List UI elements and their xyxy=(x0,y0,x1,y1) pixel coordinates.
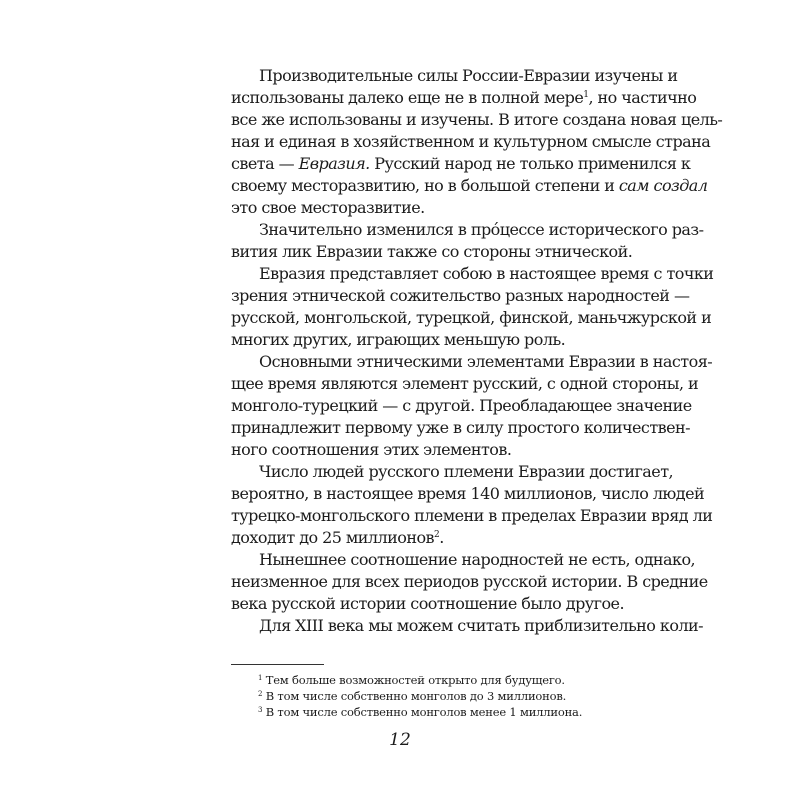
text-line: щее время являются элемент русский, с одной стороны, и xyxy=(231,374,699,393)
text-line: принадлежит первому уже в силу простого количествен- xyxy=(231,418,690,437)
footnote-mark: 1 xyxy=(258,674,263,682)
text-line: своему месторазвитию, но в большой степени и сам создал xyxy=(231,176,708,195)
text-line: Число людей русского племени Евразии достигает, xyxy=(259,462,674,481)
text-line: Для XIII века мы можем считать приблизительно коли- xyxy=(259,616,704,635)
footnote-mark: 2 xyxy=(258,690,263,698)
footnote: $^1$ Тем больше возможностей открыто для будущего. xyxy=(258,673,565,687)
text-line: ного соотношения этих элементов. xyxy=(231,440,512,459)
footnote-ref: 1 xyxy=(583,90,589,100)
text-line: Нынешнее соотношение народностей не есть, однако, xyxy=(259,550,696,569)
text-line: света — Евразия. Русский народ не только применился к xyxy=(231,154,691,173)
text-line: Производительные силы России-Евразии изучены и xyxy=(259,66,678,85)
text-line: века русской истории соотношение было другое. xyxy=(231,594,625,613)
footnote: $^2$ В том числе собственно монголов до 3 миллионов. xyxy=(258,689,567,703)
text-line: Евразия представляет собою в настоящее время с точки xyxy=(259,264,714,283)
text-line: турецко-монгольского племени в пределах Евразии вряд ли xyxy=(231,506,713,525)
emphasis: сам создал xyxy=(618,176,708,195)
text-line: зрения этнической сожительство разных народностей — xyxy=(231,286,690,305)
footnote-mark: 3 xyxy=(258,706,263,714)
emphasis: Евразия. xyxy=(298,154,370,173)
text-line: неизменное для всех периодов русской истории. В средние xyxy=(231,572,708,591)
text-line: вероятно, в настоящее время 140 миллионов, число людей xyxy=(231,484,705,503)
text-line: монголо-турецкий — с другой. Преобладающее значение xyxy=(231,396,692,415)
text-line: вития лик Евразии также со стороны этнической. xyxy=(231,242,633,261)
text-line: это свое месторазвитие. xyxy=(231,198,425,217)
text-line: использованы далеко еще не в полной мере$^1$, но частично xyxy=(231,88,697,107)
text-line: доходит до 25 миллионов$^2$. xyxy=(231,528,444,547)
text-line: Значительно изменился в прóцессе исторического раз- xyxy=(259,220,704,239)
text-line: многих других, играющих меньшую роль. xyxy=(231,330,566,349)
page-number: 12 xyxy=(389,730,411,750)
text-line: все же использованы и изучены. В итоге создана новая цель- xyxy=(231,110,723,129)
footnote: $^3$ В том числе собственно монголов менее 1 миллиона. xyxy=(258,705,583,719)
footnote-ref: 2 xyxy=(434,530,440,540)
text-line: ная и единая в хозяйственном и культурном смысле страна xyxy=(231,132,711,151)
footnote-separator xyxy=(231,664,324,665)
text-line: русской, монгольской, турецкой, финской, маньчжурской и xyxy=(231,308,712,327)
text-line: Основными этническими элементами Евразии в настоя- xyxy=(259,352,713,371)
